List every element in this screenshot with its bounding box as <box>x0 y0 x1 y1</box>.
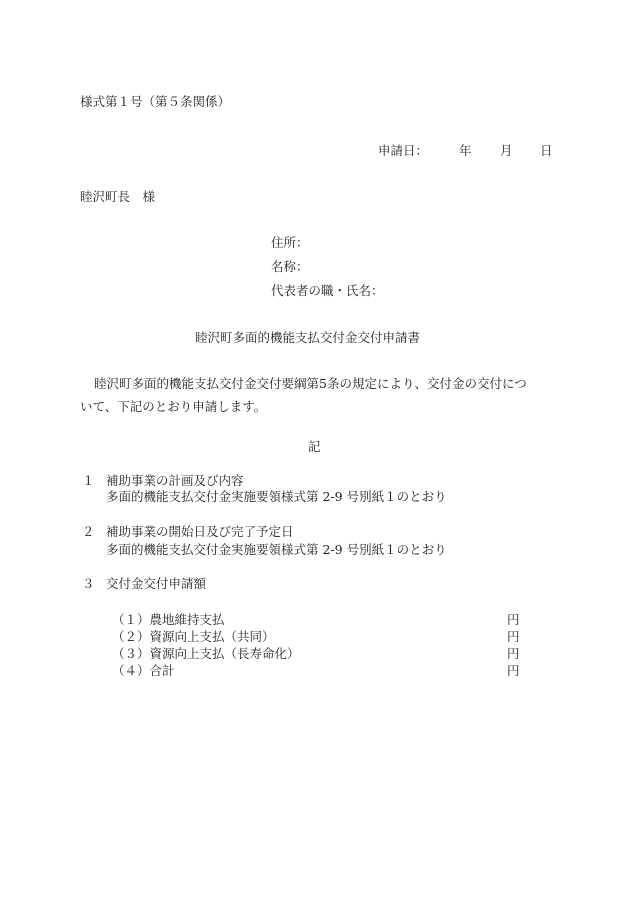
item-1-detail: 多面的機能支払交付金実施要領様式第 2-9 号別紙１のとおり <box>106 489 447 504</box>
date-label: 申請日： <box>378 143 429 158</box>
applicant-name-label: 名称： <box>271 259 309 274</box>
item-2-title: 補助事業の開始日及び完了予定日 <box>106 524 294 539</box>
date-month: 月 <box>500 143 513 158</box>
amount-unit-total: 円 <box>507 663 520 678</box>
amount-unit-resource-joint: 円 <box>507 629 520 644</box>
form-number: 様式第１号（第５条関係） <box>80 94 231 109</box>
item-3-title: 交付金交付申請額 <box>106 576 207 591</box>
amount-unit-resource-longevity: 円 <box>507 646 520 661</box>
item-1-title: 補助事業の計画及び内容 <box>106 473 244 488</box>
item-2-detail: 多面的機能支払交付金実施要領様式第 2-9 号別紙１のとおり <box>106 542 447 557</box>
item-1-number: １ <box>82 473 95 488</box>
item-2-number: ２ <box>82 524 95 539</box>
addressee: 睦沢町長 様 <box>80 189 156 204</box>
document-title: 睦沢町多面的機能支払交付金交付申請書 <box>195 330 421 345</box>
date-year: 年 <box>459 143 472 158</box>
date-day: 日 <box>540 143 553 158</box>
amount-unit-farmland-maintenance: 円 <box>507 612 520 627</box>
body-text-line-2: いて、下記のとおり申請します。 <box>80 399 267 414</box>
ki-heading: 記 <box>308 439 321 454</box>
amount-label-farmland-maintenance: （１）農地維持支払 <box>112 612 225 627</box>
amount-label-resource-joint: （２）資源向上支払（共同） <box>112 629 275 644</box>
applicant-representative-label: 代表者の職・氏名： <box>271 283 384 298</box>
amount-label-resource-longevity: （３）資源向上支払（長寿命化） <box>112 646 300 661</box>
applicant-address-label: 住所： <box>271 235 309 250</box>
item-3-number: ３ <box>82 576 95 591</box>
body-text-line-1: 睦沢町多面的機能支払交付金交付要綱第5条の規定により、交付金の交付につ <box>94 376 527 391</box>
amount-label-total: （４）合計 <box>112 663 175 678</box>
